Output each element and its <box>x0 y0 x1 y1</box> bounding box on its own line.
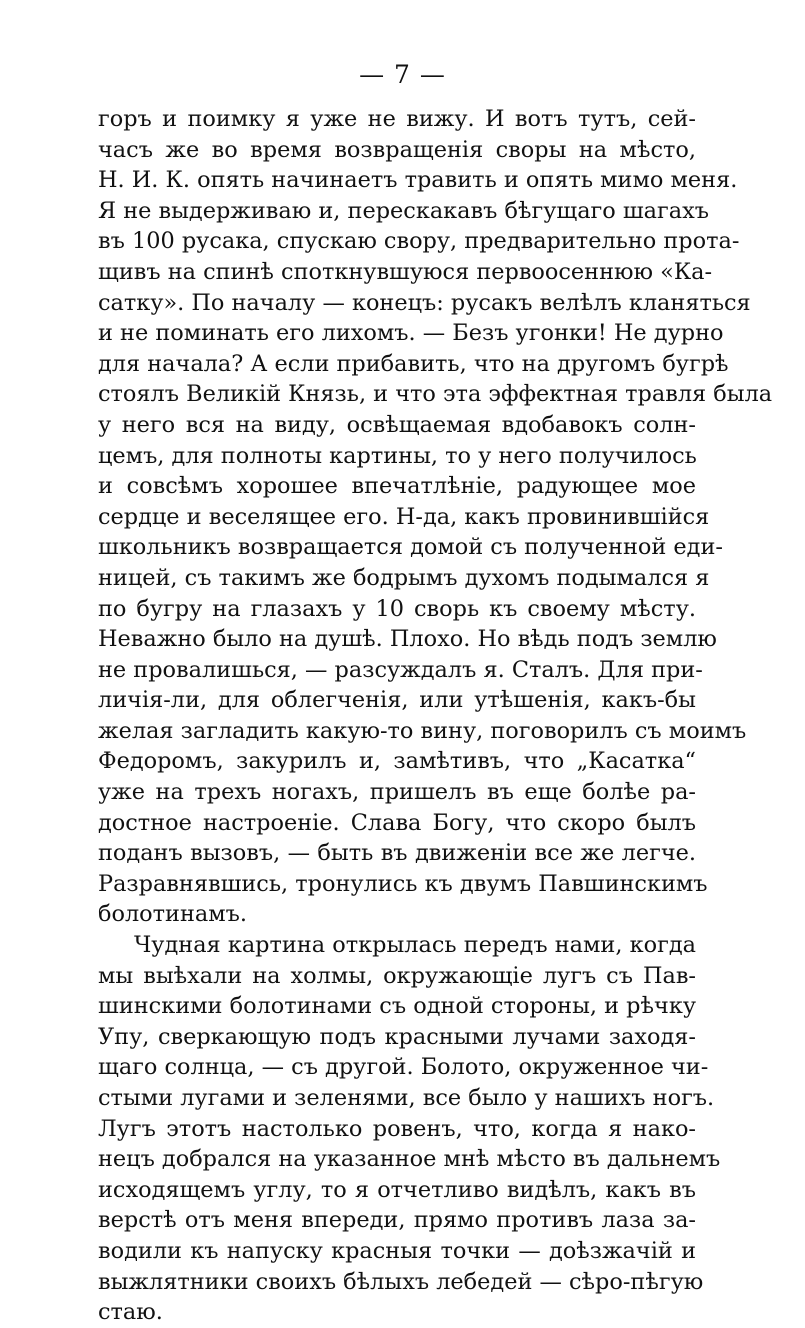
page-number: — 7 — <box>359 60 446 89</box>
text-line: верстѣ отъ меня впереди, прямо противъ лаза за- <box>98 1207 696 1234</box>
text-line: Лугъ этотъ настолько ровенъ, что, когда я нако- <box>98 1115 696 1142</box>
text-line: Неважно было на душѣ. Плохо. Но вѣдь подъ землю <box>98 626 717 653</box>
text-line: Упу, сверкающую подъ красными лучами заходя- <box>98 1023 696 1050</box>
text-line: выжлятники своихъ бѣлыхъ лебедей — сѣро-пѣгую <box>98 1268 704 1295</box>
text-line: Чудная картина открылась передъ нами, когда <box>134 932 696 959</box>
text-line: и совсѣмъ хорошее впечатлѣніе, радующее мое <box>98 473 696 500</box>
text-line: школьникъ возвращается домой съ полученной еди- <box>98 534 723 561</box>
text-line: достное настроеніе. Слава Богу, что скоро былъ <box>98 809 696 836</box>
text-line: цемъ, для полноты картины, то у него получилось <box>98 442 697 469</box>
text-line: у него вся на виду, освѣщаемая вдобавокъ солн- <box>98 411 696 438</box>
text-line: щивъ на спинѣ споткнувшуюся первоосеннюю «Ка- <box>98 258 713 285</box>
text-line: мы выѣхали на холмы, окружающіе лугъ съ Пав- <box>98 962 696 989</box>
text-line: Я не выдерживаю и, перескакавъ бѣгущаго шагахъ <box>98 197 709 224</box>
paragraph <box>98 104 773 930</box>
text-line: сердце и веселящее его. Н-да, какъ провинившійся <box>98 503 710 530</box>
text-line: шинскими болотинами съ одной стороны, и рѣчку <box>98 993 696 1020</box>
text-line: желая загладить какую-то вину, поговорилъ съ моимъ <box>98 717 747 744</box>
text-line: Н. И. К. опять начинаетъ травить и опять мимо меня. <box>98 167 738 194</box>
text-line: горъ и поимку я уже не вижу. И вотъ тутъ, сей- <box>98 106 696 132</box>
text-line: и не поминать его лихомъ. — Безъ угонки! Не дурно <box>98 320 724 347</box>
text-line: исходящемъ углу, то я отчетливо видѣлъ, какъ въ <box>98 1176 696 1203</box>
text-line: стыми лугами и зеленями, все было у нашихъ ногъ. <box>98 1085 715 1111</box>
text-line: не провалишься, — разсуждалъ я. Сталъ. Для при- <box>98 656 703 683</box>
text-line: Федоромъ, закурилъ и, замѣтивъ, что „Касатка“ <box>98 748 696 775</box>
text-line: стаю. <box>98 1299 163 1326</box>
body-text <box>98 104 773 1328</box>
text-line: по бугру на глазахъ у 10 сворь къ своему мѣсту. <box>98 595 696 622</box>
text-line: сатку». По началу — конецъ: русакъ велѣлъ кланяться <box>98 289 751 316</box>
text-line: уже на трехъ ногахъ, пришелъ въ еще болѣе ра- <box>98 779 696 806</box>
text-line: стоялъ Великій Князь, и что эта эффектная травля была <box>98 381 773 408</box>
text-line: ницей, съ такимъ же бодрымъ духомъ подымался я <box>98 564 710 591</box>
text-line: водили къ напуску красныя точки — доѣзжачій и <box>98 1237 696 1264</box>
text-line: щаго солнца, — съ другой. Болото, окруженное чи- <box>98 1054 709 1081</box>
text-line: личія-ли, для облегченія, или утѣшенія, какъ-бы <box>98 687 696 714</box>
text-line: для начала? А если прибавить, что на другомъ бугрѣ <box>98 350 729 377</box>
text-line: въ 100 русака, спускаю свору, предварительно прота- <box>98 228 740 255</box>
text-line: нецъ добрался на указанное мнѣ мѣсто въ дальнемъ <box>98 1146 721 1173</box>
text-line: часъ же во время возвращенія своры на мѣсто, <box>98 136 696 163</box>
text-line: болотинамъ. <box>98 901 248 928</box>
text-line: Разравнявшись, тронулись къ двумъ Павшинскимъ <box>98 870 708 897</box>
text-line: поданъ вызовъ, — быть въ движеніи все же легче. <box>98 840 696 867</box>
paragraph <box>98 930 721 1328</box>
